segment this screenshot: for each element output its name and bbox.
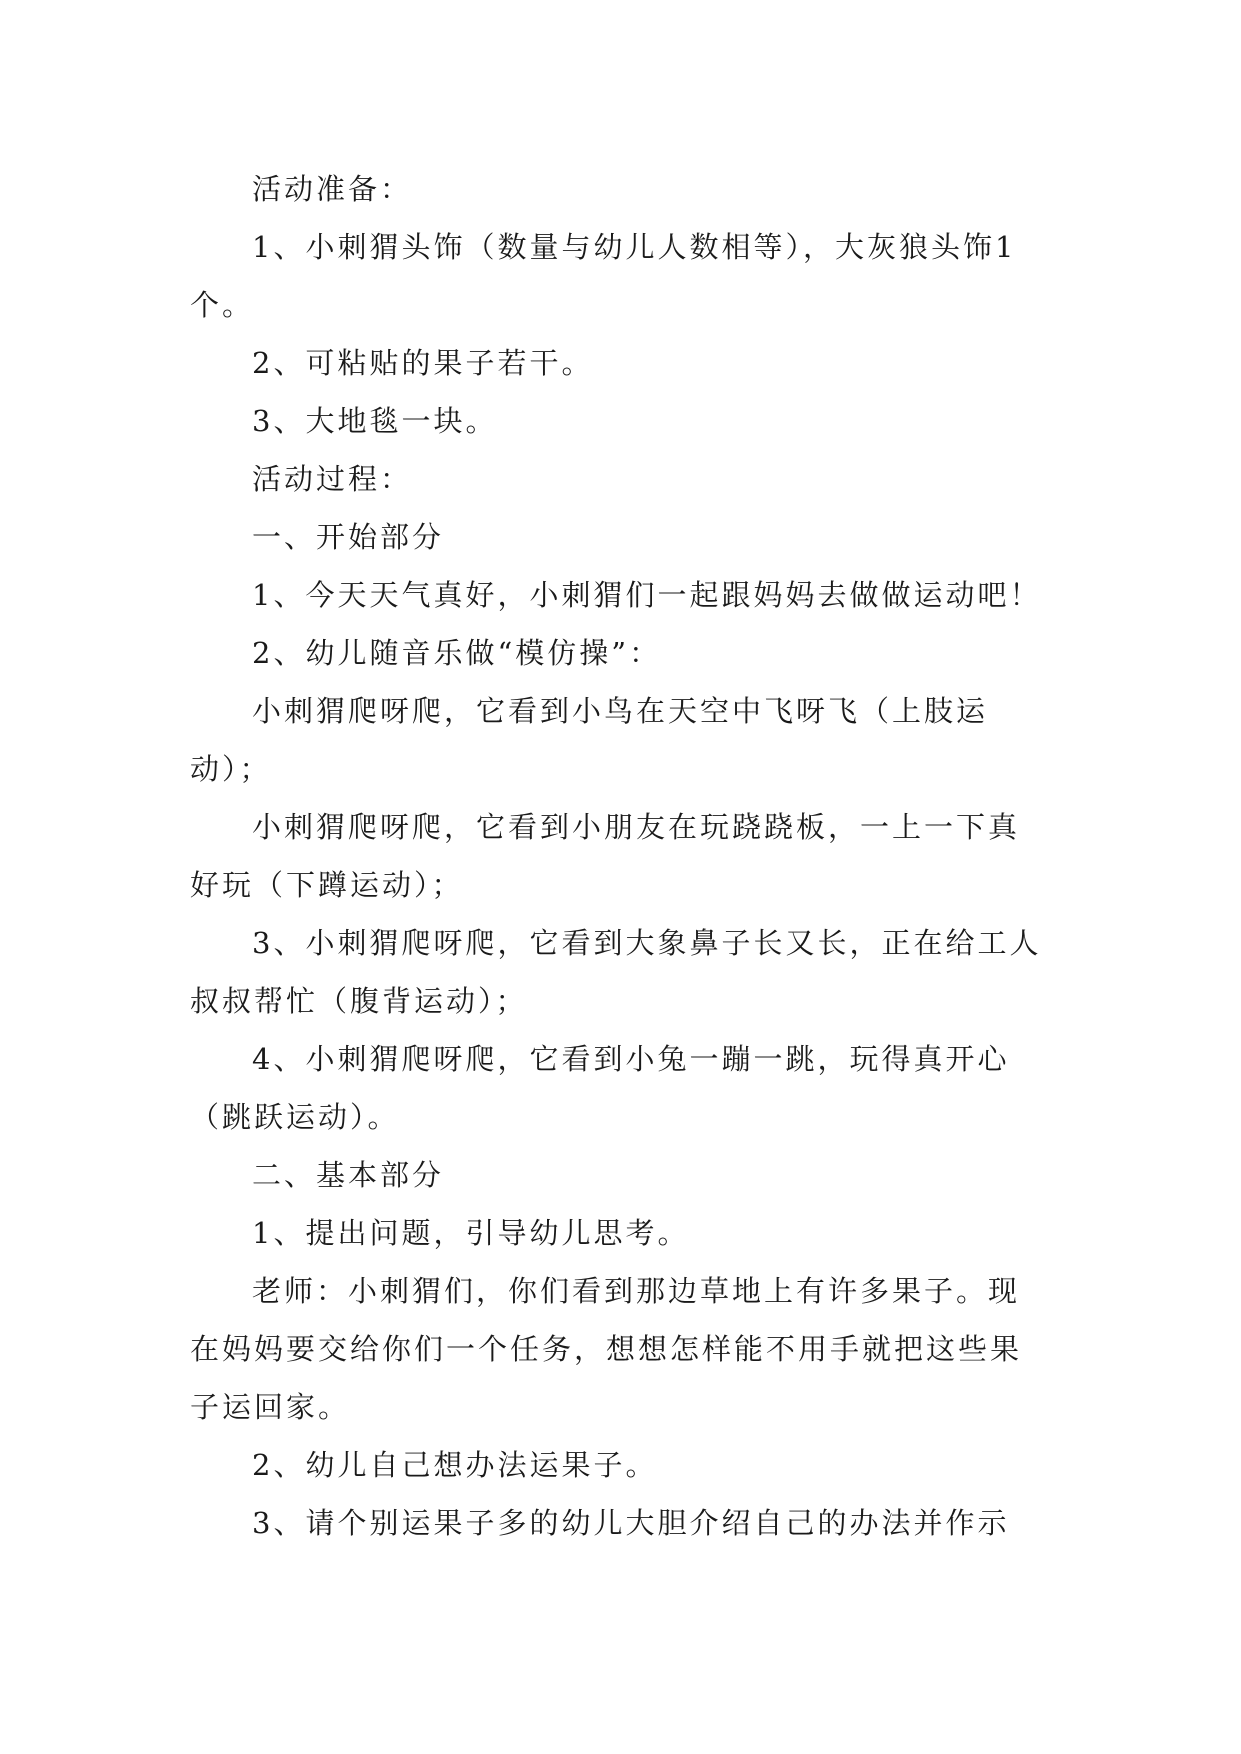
opening-step-3: 3、小刺猬爬呀爬，它看到大象鼻子长又长，正在给工人叔叔帮忙（腹背运动）； [190,926,1042,1018]
heading-activity-process: 活动过程： [252,462,413,496]
teacher-dialogue: 老师：小刺猬们，你们看到那边草地上有许多果子。现在妈妈要交给你们一个任务，想想怎样能不用手就把这些果子运回家。 [190,1274,1023,1424]
basic-step-2: 2、幼儿自己想办法运果子。 [252,1448,658,1482]
preparation-item-1: 1、小刺猬头饰（数量与幼儿人数相等），大灰狼头饰1个。 [190,230,1017,322]
preparation-item-2: 2、可粘贴的果子若干。 [252,346,594,380]
basic-step-1: 1、提出问题，引导幼儿思考。 [252,1216,690,1250]
preparation-item-3: 3、大地毯一块。 [252,404,498,438]
section-heading-opening: 一、开始部分 [252,520,445,554]
exercise-squat: 小刺猬爬呀爬，它看到小朋友在玩跷跷板，一上一下真好玩（下蹲运动）； [190,810,1021,902]
exercise-upper-limb: 小刺猬爬呀爬，它看到小鸟在天空中飞呀飞（上肢运动）； [190,694,989,786]
heading-activity-preparation: 活动准备： [252,172,413,206]
document-body [190,160,1050,1552]
opening-step-4: 4、小刺猬爬呀爬，它看到小兔一蹦一跳，玩得真开心（跳跃运动）。 [190,1042,1010,1134]
basic-step-3: 3、请个别运果子多的幼儿大胆介绍自己的办法并作示 [252,1506,1010,1540]
section-heading-basic: 二、基本部分 [252,1158,445,1192]
opening-step-1: 1、今天天气真好，小刺猬们一起跟妈妈去做做运动吧！ [252,578,1042,612]
opening-step-2: 2、幼儿随音乐做“模仿操”： [252,636,662,670]
